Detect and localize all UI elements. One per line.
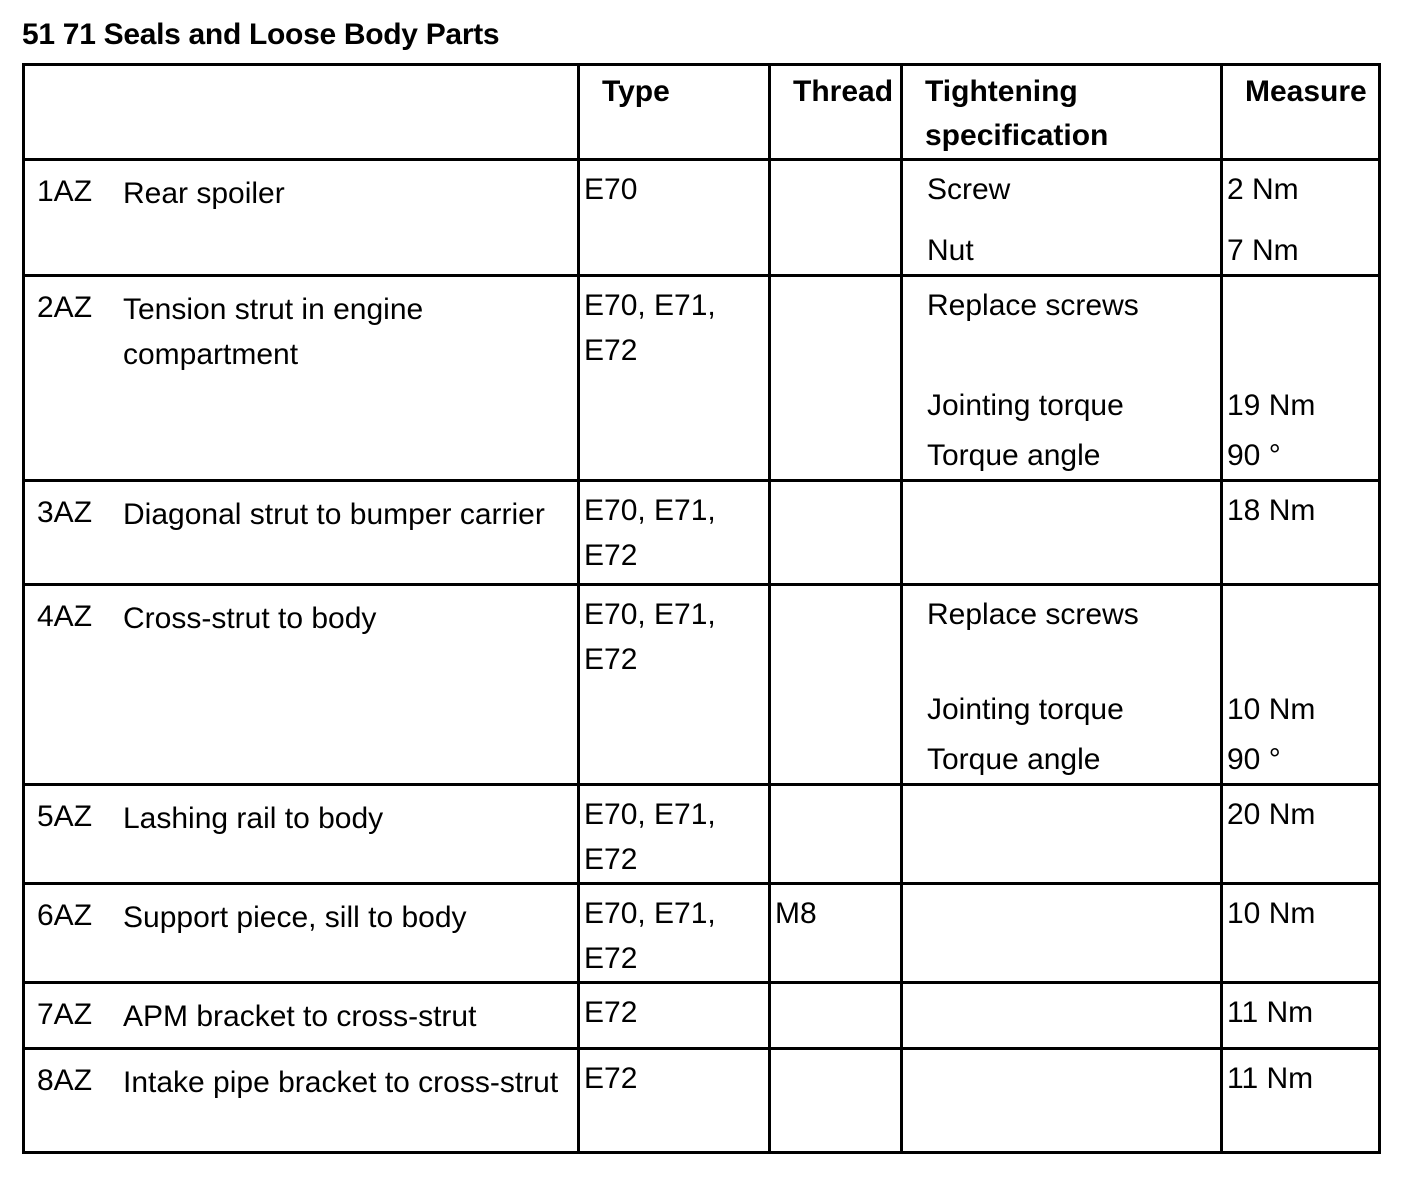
item-cell [24, 1049, 579, 1153]
item-description: Lashing rail to body [123, 802, 384, 835]
item-description: Tension strut in engine compartment [123, 293, 424, 371]
item-cell [24, 160, 579, 276]
measure-cell: 20 Nm [1222, 785, 1380, 884]
type-cell: E72 [579, 983, 770, 1049]
type-cell: E70, E71, E72 [579, 884, 770, 983]
header-row [24, 65, 1380, 160]
table-row [24, 884, 1380, 983]
table-row [24, 585, 1380, 785]
item-cell [24, 481, 579, 585]
measure-cell: 18 Nm [1222, 481, 1380, 585]
thread-cell [770, 160, 902, 276]
table-row [24, 160, 1380, 276]
type-cell: E70, E71, E72 [579, 585, 770, 785]
type-cell: E70, E71, E72 [579, 276, 770, 481]
measure-cell: 19 Nm 90 ° [1222, 276, 1380, 481]
item-code: 2AZ [37, 291, 93, 324]
item-code: 3AZ [37, 496, 93, 529]
spec-cell [902, 785, 1222, 884]
thread-cell [770, 1049, 902, 1153]
spec-cell: Replace screws Jointing torque Torque angle [902, 276, 1222, 481]
measure-cell: 10 Nm [1222, 884, 1380, 983]
item-code: 6AZ [37, 899, 93, 932]
table-row [24, 1049, 1380, 1153]
table-row [24, 785, 1380, 884]
item-code: 4AZ [37, 600, 93, 633]
item-cell [24, 585, 579, 785]
thread-cell [770, 276, 902, 481]
header-measure: Measure [1222, 65, 1380, 160]
item-description: Support piece, sill to body [123, 901, 467, 934]
spec-cell [902, 1049, 1222, 1153]
measure-cell: 11 Nm [1222, 1049, 1380, 1153]
item-cell [24, 884, 579, 983]
item-description: Diagonal strut to bumper carrier [123, 498, 545, 531]
header-spec: Tightening specification [902, 65, 1222, 160]
spec-cell: Screw Nut [902, 160, 1222, 276]
type-cell: E70, E71, E72 [579, 785, 770, 884]
item-code: 5AZ [37, 800, 93, 833]
table-row [24, 276, 1380, 481]
item-cell [24, 276, 579, 481]
header-thread: Thread [770, 65, 902, 160]
item-code: 7AZ [37, 998, 93, 1031]
header-item [24, 65, 579, 160]
item-code: 1AZ [37, 175, 93, 208]
thread-cell [770, 481, 902, 585]
thread-cell: M8 [770, 884, 902, 983]
measure-cell: 2 Nm 7 Nm [1222, 160, 1380, 276]
item-cell [24, 785, 579, 884]
type-cell: E70 [579, 160, 770, 276]
torque-table [22, 63, 1381, 1154]
measure-cell: 11 Nm [1222, 983, 1380, 1049]
item-description: APM bracket to cross-strut [123, 1000, 477, 1033]
spec-cell [902, 983, 1222, 1049]
spec-cell [902, 481, 1222, 585]
type-cell: E70, E71, E72 [579, 481, 770, 585]
type-cell: E72 [579, 1049, 770, 1153]
spec-cell [902, 884, 1222, 983]
item-description: Intake pipe bracket to cross-strut [123, 1066, 559, 1099]
table-row [24, 983, 1380, 1049]
item-description: Cross-strut to body [123, 602, 377, 635]
item-cell [24, 983, 579, 1049]
thread-cell [770, 585, 902, 785]
thread-cell [770, 983, 902, 1049]
page-title: 51 71 Seals and Loose Body Parts [22, 18, 500, 51]
header-type: Type [579, 65, 770, 160]
item-code: 8AZ [37, 1064, 93, 1097]
table-row [24, 481, 1380, 585]
spec-cell: Replace screws Jointing torque Torque angle [902, 585, 1222, 785]
measure-cell: 10 Nm 90 ° [1222, 585, 1380, 785]
thread-cell [770, 785, 902, 884]
item-description: Rear spoiler [123, 177, 285, 210]
